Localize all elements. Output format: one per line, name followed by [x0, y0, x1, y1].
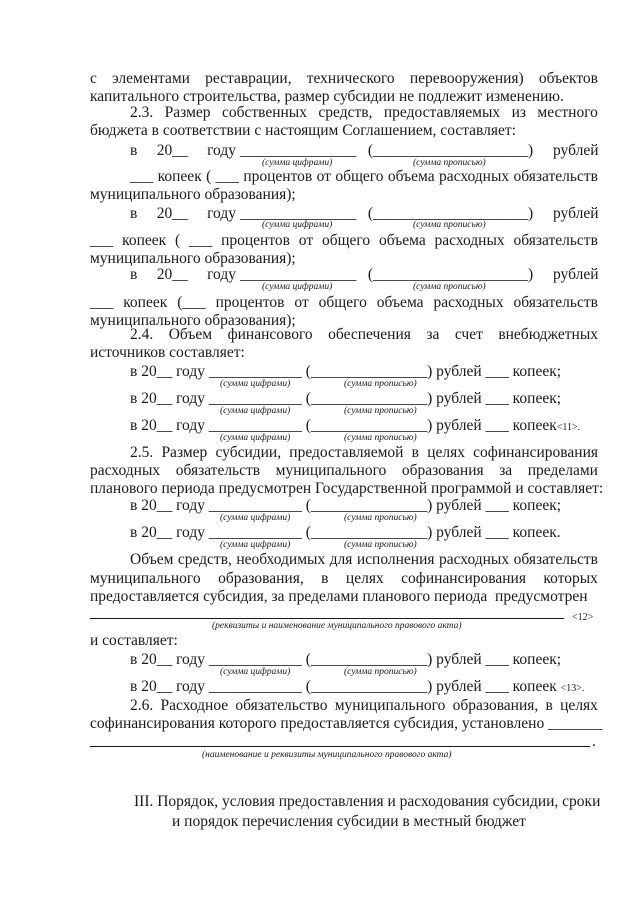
- word: 2.6.: [130, 697, 154, 714]
- pobj-row2-text: в 20__ году ____________ (_______________) рублей ___ копеек: [130, 678, 557, 695]
- word: обязательств: [513, 551, 598, 568]
- word: ___: [188, 232, 213, 249]
- section-3-heading-line2: и порядок перечисления субсидии в местный бюджет: [172, 813, 526, 830]
- word: внебюджетных: [498, 326, 598, 343]
- para-2-5-line3: планового периода предусмотрен Государственной программой и составляет:: [90, 480, 604, 497]
- row1-caption-words: (сумма прописью): [413, 158, 486, 168]
- caption-act-name: (наименование и реквизиты муниципального правового акта): [202, 750, 452, 760]
- word: ___: [215, 168, 239, 185]
- word: средств,: [318, 104, 373, 121]
- word: копеек: [123, 294, 168, 311]
- word: (: [174, 232, 181, 249]
- word: Размер: [164, 104, 211, 121]
- row1-rub: рублей: [553, 142, 599, 159]
- para-2-3-line2: бюджета в соответствии с настоящим Соглашением, составляет:: [90, 122, 516, 139]
- word: обязательств: [513, 294, 598, 311]
- word: в: [321, 570, 329, 587]
- word: (: [206, 168, 212, 185]
- row3-caption-digits: (сумма цифрами): [262, 282, 333, 292]
- word: финансового: [227, 326, 313, 343]
- row1-caption-digits: (сумма цифрами): [262, 158, 333, 168]
- caption-act-requisites: (реквизиты и наименование муниципального правового акта): [212, 621, 462, 631]
- ext-row2: в 20__ году ____________ (_______________) рублей ___ копеек;: [130, 390, 562, 407]
- word: ___: [90, 232, 114, 249]
- word: Объем: [168, 326, 213, 343]
- word: собственных: [221, 104, 307, 121]
- word: муниципального: [334, 697, 446, 714]
- para-2-3-line1: [130, 104, 598, 122]
- word: за: [426, 326, 440, 343]
- word: технического: [306, 70, 395, 87]
- para-2-5-line2: [90, 462, 598, 480]
- word: ___: [130, 168, 154, 185]
- word: расходных: [439, 168, 510, 185]
- blank-line-act: [90, 618, 564, 619]
- ext-row3-caption-digits: (сумма цифрами): [220, 433, 291, 443]
- word: обязательств: [175, 462, 261, 479]
- p25-row2: в 20__ году ____________ (_______________) рублей ___ копеек.: [130, 524, 561, 541]
- word: 2.4.: [130, 326, 154, 343]
- word: расходных: [90, 462, 161, 479]
- word: средств,: [177, 551, 232, 568]
- word: Расходное: [160, 697, 229, 714]
- word: предоставляемых: [383, 104, 501, 121]
- row2-caption-words: (сумма прописью): [413, 220, 486, 230]
- word: от: [316, 168, 331, 185]
- row1-blanks: _______________ (____________________): [240, 142, 534, 159]
- section-3-heading-line1: III. Порядок, условия предоставления и расходования субсидии, сроки: [134, 793, 601, 810]
- word: которых: [543, 570, 598, 587]
- footnote-ref-12: <12>: [572, 612, 594, 623]
- ext-row1-caption-digits: (сумма цифрами): [220, 379, 291, 389]
- row3-tail: муниципального образования);: [90, 312, 296, 329]
- para-continuation-line1: [90, 70, 598, 88]
- word: муниципального: [90, 570, 201, 587]
- word: обязательство: [235, 697, 328, 714]
- p25-row1-caption-words: (сумма прописью): [344, 513, 417, 523]
- row2-blanks: _______________ (____________________): [240, 205, 534, 222]
- word: объема: [378, 232, 426, 249]
- word: обязательств: [513, 168, 598, 185]
- footnote-ref-13: <13>.: [560, 683, 585, 694]
- word: реставрации,: [205, 70, 292, 87]
- word: Размер: [161, 444, 208, 461]
- word: элементами: [112, 70, 190, 87]
- word: образования,: [452, 697, 539, 714]
- word: за: [499, 462, 513, 479]
- word: софинансирования: [473, 444, 598, 461]
- word: софинансирования: [401, 570, 526, 587]
- para-volume-line3: предоставляется субсидия, за пределами планового периода предусмотрен: [90, 588, 588, 605]
- row2-year: в 20__ году: [130, 205, 236, 222]
- pobj-row2: [130, 678, 584, 698]
- word: из: [511, 104, 526, 121]
- word: общего: [321, 232, 371, 249]
- word: объема: [387, 168, 435, 185]
- word: местного: [537, 104, 598, 121]
- row1-kop-line: [130, 168, 598, 186]
- word: в: [411, 444, 419, 461]
- word: необходимых: [236, 551, 326, 568]
- ext-row3-caption-words: (сумма прописью): [344, 433, 417, 443]
- word: общего: [335, 168, 384, 185]
- row2-kop-line: [90, 232, 598, 250]
- ext-row2-caption-digits: (сумма цифрами): [220, 406, 291, 416]
- blank-line-act-2: [90, 746, 590, 747]
- row3-rub: рублей: [553, 266, 599, 283]
- word: копеек: [122, 232, 167, 249]
- word: субсидии,: [215, 444, 282, 461]
- word: расходных: [434, 232, 505, 249]
- ext-row1-caption-words: (сумма прописью): [344, 379, 417, 389]
- word: перевооружения): [409, 70, 524, 87]
- word: расходных: [438, 551, 510, 568]
- row1-year: в 20__ году: [130, 142, 236, 159]
- word: от: [294, 294, 309, 311]
- word: 2.5.: [130, 444, 154, 461]
- and-amounts: и составляет:: [90, 632, 178, 649]
- ext-row2-caption-words: (сумма прописью): [344, 406, 417, 416]
- para-2-4-line1: [130, 326, 598, 344]
- word: Объем: [130, 551, 174, 568]
- word: образования: [401, 462, 484, 479]
- word: для: [329, 551, 353, 568]
- row3-year: в 20__ году: [130, 266, 236, 283]
- para-2-6-line2: софинансирования которого предоставляется субсидия, установлено _______: [90, 715, 603, 732]
- pobj-row1-caption-digits: (сумма цифрами): [220, 667, 291, 677]
- word: муниципального: [275, 462, 387, 479]
- word: процентов: [215, 294, 285, 311]
- ext-row1: в 20__ году ____________ (_______________) рублей ___ копеек;: [130, 363, 562, 380]
- para-volume-line1: [130, 551, 598, 569]
- word: объема: [376, 294, 424, 311]
- word: образования,: [218, 570, 304, 587]
- para-volume-line2: [90, 570, 598, 588]
- row2-rub: рублей: [553, 205, 599, 222]
- row3-blanks: _______________ (____________________): [240, 266, 534, 283]
- word: обязательств: [513, 232, 598, 249]
- p25-row2-caption-words: (сумма прописью): [344, 540, 417, 550]
- row3-kop-line: [90, 294, 598, 312]
- ext-row3-text: в 20__ году ____________ (_______________) рублей ___ копеек: [130, 417, 557, 434]
- word: исполнения: [356, 551, 435, 568]
- word: 2.3.: [130, 104, 154, 121]
- para-2-6-line1: [130, 697, 598, 715]
- para-continuation-line2: капитального строительства, размер субсидии не подлежит изменению.: [90, 88, 564, 105]
- para-2-6-end-dot: .: [592, 733, 596, 750]
- word: объектов: [538, 70, 598, 87]
- row1-tail: муниципального образования);: [90, 186, 296, 203]
- word: в: [545, 697, 553, 714]
- word: (___: [177, 294, 206, 311]
- word: счет: [454, 326, 483, 343]
- word: целях: [427, 444, 465, 461]
- word: целях: [560, 697, 598, 714]
- p25-row2-caption-digits: (сумма цифрами): [220, 540, 291, 550]
- p25-row1-caption-digits: (сумма цифрами): [220, 513, 291, 523]
- word: обеспечения: [328, 326, 411, 343]
- footnote-ref-11: <11>.: [556, 422, 581, 433]
- word: ___: [90, 294, 114, 311]
- row3-caption-words: (сумма прописью): [413, 282, 486, 292]
- word: целях: [345, 570, 384, 587]
- row2-caption-digits: (сумма цифрами): [262, 220, 333, 230]
- word: пределами: [527, 462, 598, 479]
- p25-row1: в 20__ году ____________ (_______________) рублей ___ копеек;: [130, 497, 562, 514]
- pobj-row1-caption-words: (сумма прописью): [344, 667, 417, 677]
- para-2-4-line2: источников составляет:: [90, 344, 245, 361]
- row2-tail: муниципального образования);: [90, 250, 296, 267]
- para-2-5-line1: [130, 444, 598, 462]
- word: от: [298, 232, 314, 249]
- word: копеек: [157, 168, 202, 185]
- word: процентов: [221, 232, 290, 249]
- pobj-row1: в 20__ году ____________ (_______________) рублей ___ копеек;: [130, 651, 562, 668]
- word: общего: [318, 294, 367, 311]
- word: процентов: [243, 168, 313, 185]
- word: предоставляемой: [289, 444, 404, 461]
- word: расходных: [433, 294, 504, 311]
- word: с: [90, 70, 97, 87]
